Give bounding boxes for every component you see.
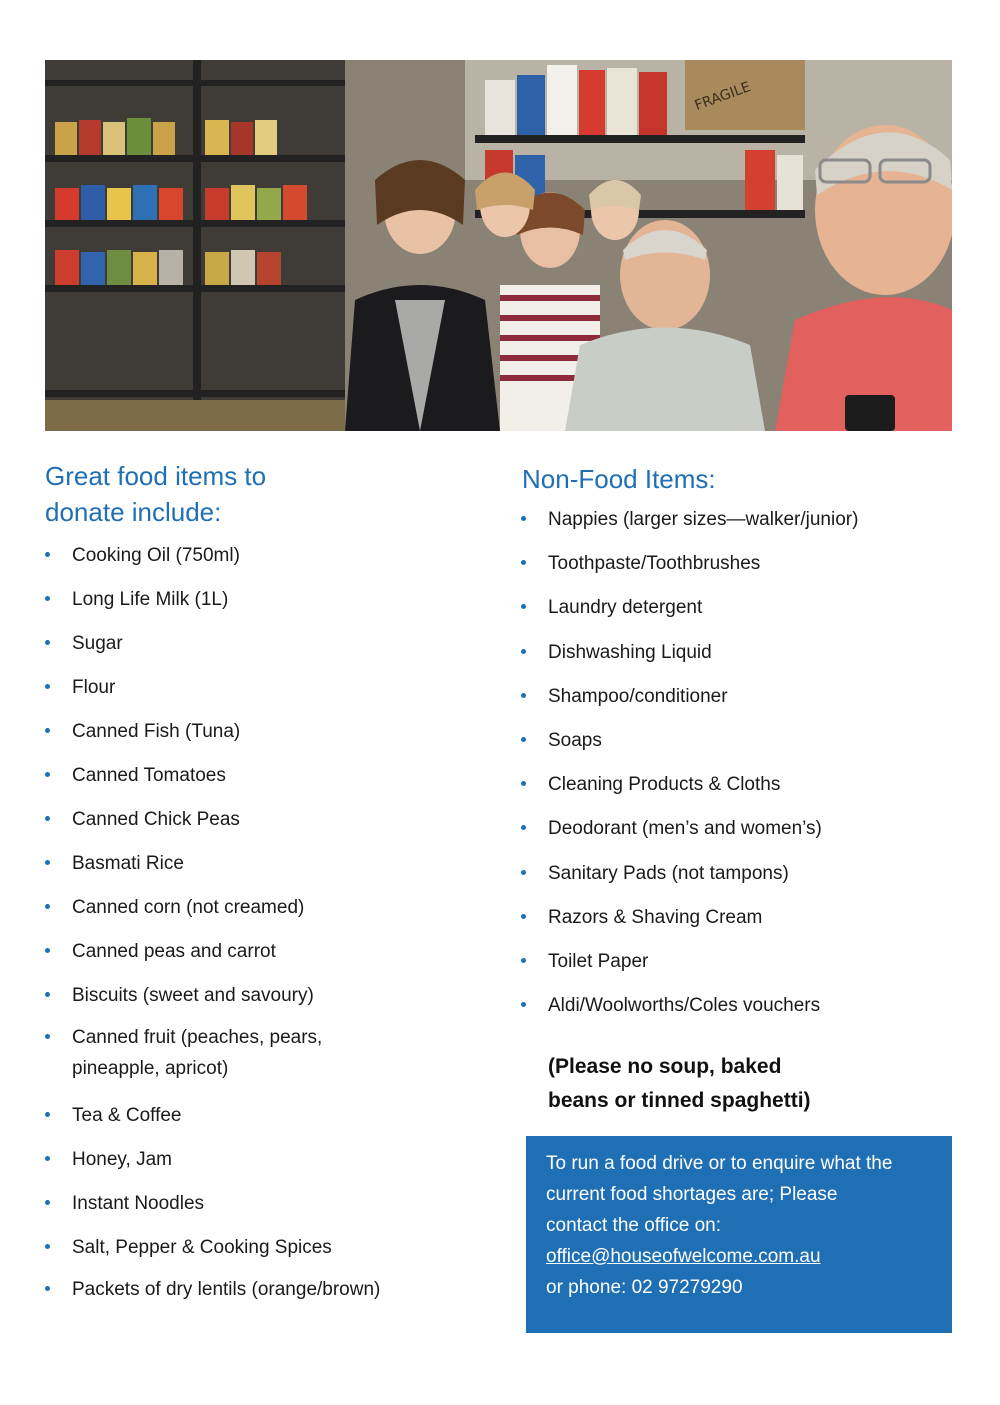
- food-list-item-text: Canned peas and carrot: [72, 941, 276, 962]
- bullet-icon: [45, 1156, 50, 1161]
- bullet-icon: [45, 1034, 50, 1039]
- bullet-icon: [521, 693, 526, 698]
- bullet-icon: [45, 596, 50, 601]
- bullet-icon: [521, 870, 526, 875]
- bullet-icon: [45, 1200, 50, 1205]
- food-list-item-text: Biscuits (sweet and savoury): [72, 985, 314, 1006]
- food-list-item-text: Cooking Oil (750ml): [72, 545, 240, 566]
- fragile-box-label: FRAGILE: [692, 79, 753, 115]
- non-food-items-heading: Non-Food Items:: [522, 464, 716, 494]
- bullet-icon: [45, 992, 50, 997]
- exclusion-note: [548, 1050, 868, 1118]
- bullet-icon: [45, 684, 50, 689]
- bullet-icon: [45, 728, 50, 733]
- non-food-list-item-text: Sanitary Pads (not tampons): [548, 862, 789, 884]
- bullet-icon: [45, 816, 50, 821]
- bullet-icon: [521, 560, 526, 565]
- bullet-icon: [521, 958, 526, 963]
- bullet-icon: [45, 552, 50, 557]
- food-list-item-text: Tea & Coffee: [72, 1105, 182, 1126]
- non-food-list-item-text: Laundry detergent: [548, 597, 703, 619]
- food-list-item-text: Canned Tomatoes: [72, 765, 226, 786]
- bullet-icon: [45, 904, 50, 909]
- bullet-icon: [521, 914, 526, 919]
- contact-line1: To run a food drive or to enquire what the: [546, 1153, 893, 1174]
- food-list-item-text: Flour: [72, 677, 116, 698]
- non-food-list-item-text: Toothpaste/Toothbrushes: [548, 553, 761, 575]
- non-food-list-item-text: Nappies (larger sizes—walker/junior): [548, 509, 859, 530]
- bullet-icon: [45, 772, 50, 777]
- pantry-photo-illustration: [45, 60, 952, 431]
- non-food-list-item-text: Aldi/Woolworths/Coles vouchers: [548, 995, 821, 1017]
- food-list-item-text: Canned fruit (peaches, pears,: [72, 1027, 323, 1048]
- food-items-heading-line1: Great food items to: [45, 461, 267, 491]
- contact-box: [526, 1136, 952, 1333]
- contact-email-link[interactable]: office@houseofwelcome.com.au: [546, 1246, 821, 1267]
- non-food-list-item-text: Dishwashing Liquid: [548, 641, 712, 663]
- contact-line3: contact the office on:: [546, 1215, 721, 1236]
- bullet-icon: [521, 1002, 526, 1007]
- exclusion-note-line2: beans or tinned spaghetti): [548, 1089, 811, 1112]
- bullet-icon: [45, 1112, 50, 1117]
- contact-line2: current food shortages are; Please: [546, 1184, 838, 1205]
- food-list-item-text: Long Life Milk (1L): [72, 589, 229, 610]
- bullet-icon: [521, 737, 526, 742]
- bullet-icon: [521, 781, 526, 786]
- food-list-item-text: Basmati Rice: [72, 853, 184, 874]
- food-list-item-text: Honey, Jam: [72, 1149, 172, 1170]
- food-list-item-text: Instant Noodles: [72, 1193, 205, 1214]
- bullet-icon: [521, 604, 526, 609]
- non-food-list-item-text: Deodorant (men’s and women’s): [548, 818, 822, 840]
- bullet-icon: [45, 860, 50, 865]
- bullet-icon: [521, 825, 526, 830]
- food-list-item-text: Salt, Pepper & Cooking Spices: [72, 1237, 332, 1258]
- bullet-icon: [45, 1244, 50, 1249]
- bullet-icon: [45, 640, 50, 645]
- contact-phone: or phone: 02 97279290: [546, 1277, 743, 1298]
- food-items-heading: [45, 458, 445, 530]
- non-food-list-item-text: Toilet Paper: [548, 951, 649, 972]
- food-items-heading-line2: donate include:: [45, 497, 222, 527]
- bullet-icon: [45, 948, 50, 953]
- food-list-item-text: Sugar: [72, 633, 123, 654]
- exclusion-note-line1: (Please no soup, baked: [548, 1055, 782, 1078]
- food-list-item-text: Canned Chick Peas: [72, 809, 240, 830]
- non-food-list-item-text: Soaps: [548, 730, 602, 751]
- food-list-item-text: pineapple, apricot): [72, 1058, 229, 1079]
- non-food-list-item-text: Razors & Shaving Cream: [548, 906, 763, 928]
- food-list-item-text: Canned Fish (Tuna): [72, 721, 241, 742]
- bullet-icon: [521, 649, 526, 654]
- non-food-list-item-text: Shampoo/conditioner: [548, 685, 728, 707]
- bullet-icon: [45, 1286, 50, 1291]
- food-list-item-text: Packets of dry lentils (orange/brown): [72, 1279, 381, 1300]
- bullet-icon: [521, 516, 526, 521]
- food-list-item-text: Canned corn (not creamed): [72, 897, 305, 918]
- hero-photo: [45, 60, 952, 431]
- non-food-list-item-text: Cleaning Products & Cloths: [548, 774, 781, 796]
